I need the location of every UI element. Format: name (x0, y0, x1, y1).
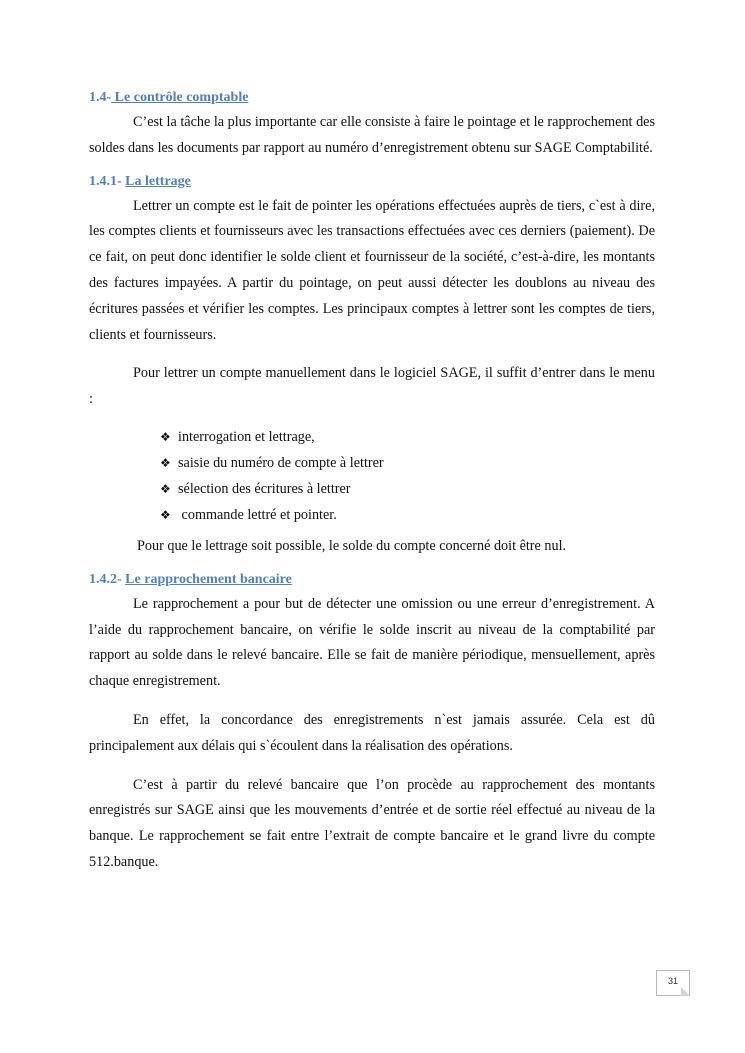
section-number: 1.4.2- (89, 571, 122, 587)
list-item (160, 424, 655, 450)
page-corner-fold-icon (681, 987, 690, 996)
paragraph-rapprochement-definition: Le rapprochement a pour but de détecter une omission ou une erreur d’enregistrement. A l’aide du rapprochement bancaire, on vérifie le solde inscrit au niveau de la comptabilité par rapport au solde dans le relevé bancaire. Elle se fait de manière périodique, mensuellement, après chaque enregistrement. (89, 595, 655, 690)
document-page (89, 86, 655, 876)
diamond-bullet-icon: ❖ (160, 507, 171, 522)
paragraph-lettrage-menu: Pour lettrer un compte manuellement dans le logiciel SAGE, il suffit d’entrer dans le menu : (89, 365, 655, 408)
diamond-bullet-icon: ❖ (160, 455, 171, 470)
section-heading-lettrage (89, 170, 655, 194)
section-title: Le rapprochement bancaire (125, 571, 292, 587)
list-item-text: sélection des écritures à lettrer (178, 480, 351, 497)
paragraph-lettrage-definition: Lettrer un compte est le fait de pointer les opérations effectuées auprès de tiers, c`est à dire, les comptes clients et fournisseurs avec les transactions effectuées avec ces derniers (paiement). De ce fait, on peut donc identifier le solde client et fournisseur de la société, c’est-à-dire, les montants des factures impayées. A partir du pointage, on peut aussi détecter les doublons au niveau des écritures passées et vérifier les comptes. Les principaux comptes à lettrer sont les comptes de tiers, clients et fournisseurs. (89, 197, 655, 343)
paragraph-rapprochement-concordance: En effet, la concordance des enregistrements n`est jamais assurée. Cela est dû principalement aux délais qui s`écoulent dans la réalisation des opérations. (89, 711, 655, 754)
paragraph-rapprochement-releve: C’est à partir du relevé bancaire que l’on procède au rapprochement des montants enregistrés sur SAGE ainsi que les mouvements d’entrée et de sortie réel effectué au niveau de la banque. Le rapprochement se fait entre l’extrait de compte bancaire et le grand livre du compte 512.banque. (89, 776, 655, 870)
paragraph-controle-comptable: C’est la tâche la plus importante car elle consiste à faire le pointage et le rapprochement des soldes dans les documents par rapport au numéro d’enregistrement obtenu sur SAGE Comptabilité. (89, 114, 655, 156)
list-item (160, 502, 655, 528)
lettrage-steps-list (160, 424, 655, 528)
list-item (160, 450, 655, 476)
section-number: 1.4.1- (89, 173, 122, 189)
section-title: Le contrôle comptable (111, 90, 249, 105)
paragraph-lettrage-condition: Pour que le lettrage soit possible, le solde du compte concerné doit être nul. (137, 537, 567, 554)
list-item-text: interrogation et lettrage, (178, 428, 315, 445)
page-number-box (656, 970, 690, 996)
section-number: 1.4- (89, 90, 112, 105)
list-item-text: saisie du numéro de compte à lettrer (178, 454, 384, 471)
diamond-bullet-icon: ❖ (160, 481, 171, 496)
section-title: La lettrage (125, 173, 191, 189)
page-number: 31 (667, 976, 678, 986)
diamond-bullet-icon: ❖ (160, 429, 171, 444)
section-heading-controle-comptable (89, 86, 655, 110)
list-item (160, 476, 655, 502)
section-heading-rapprochement-bancaire (89, 568, 655, 592)
list-item-text: commande lettré et pointer. (178, 506, 337, 523)
